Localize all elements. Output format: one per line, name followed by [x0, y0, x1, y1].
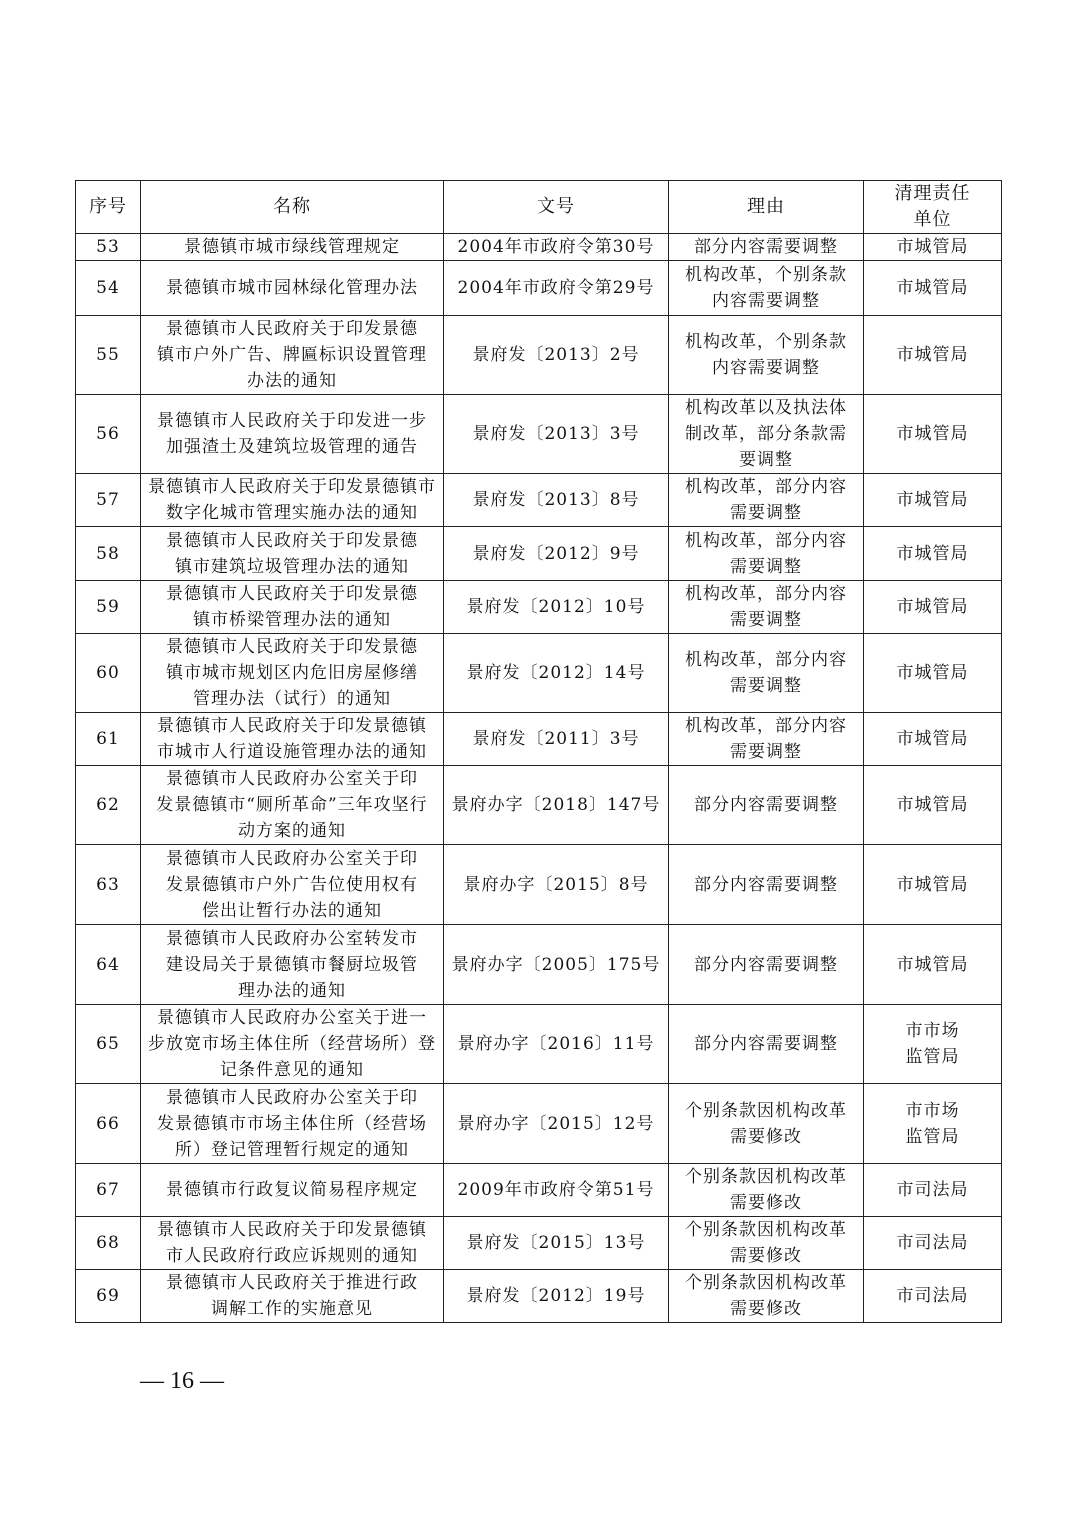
- cell-responsible-unit: 市市场 监管局: [864, 1084, 1002, 1164]
- cell-name: 景德镇市行政复议简易程序规定: [141, 1164, 444, 1217]
- cell-reason: 机构改革，部分内容 需要调整: [669, 581, 864, 634]
- cell-doc-number: 景府发〔2012〕10号: [444, 581, 669, 634]
- header-name: 名称: [141, 181, 444, 234]
- cell-responsible-unit: 市城管局: [864, 261, 1002, 316]
- cell-name: 景德镇市人民政府办公室转发市 建设局关于景德镇市餐厨垃圾管 理办法的通知: [141, 925, 444, 1005]
- cell-reason: 机构改革，部分内容 需要调整: [669, 713, 864, 766]
- cell-index: 66: [76, 1084, 141, 1164]
- cell-reason: 部分内容需要调整: [669, 1005, 864, 1084]
- cell-doc-number: 景府办字〔2015〕12号: [444, 1084, 669, 1164]
- cell-name: 景德镇市人民政府关于印发景德镇 市城市人行道设施管理办法的通知: [141, 713, 444, 766]
- table-row: [76, 1084, 1002, 1164]
- cell-doc-number: 景府发〔2015〕13号: [444, 1217, 669, 1270]
- cell-responsible-unit: 市城管局: [864, 234, 1002, 261]
- cell-doc-number: 2004年市政府令第30号: [444, 234, 669, 261]
- cell-reason: 机构改革，部分内容 需要调整: [669, 527, 864, 581]
- table-row: [76, 474, 1002, 527]
- page-number: — 16 —: [140, 1368, 224, 1394]
- cell-doc-number: 2009年市政府令第51号: [444, 1164, 669, 1217]
- table-row: [76, 527, 1002, 581]
- cell-name: 景德镇市城市园林绿化管理办法: [141, 261, 444, 316]
- cell-responsible-unit: 市城管局: [864, 766, 1002, 845]
- cell-name: 景德镇市人民政府关于印发景德 镇市户外广告、牌匾标识设置管理 办法的通知: [141, 316, 444, 395]
- table-row: [76, 1164, 1002, 1217]
- cell-doc-number: 景府发〔2011〕3号: [444, 713, 669, 766]
- cell-index: 54: [76, 261, 141, 316]
- cell-index: 61: [76, 713, 141, 766]
- table-row: [76, 634, 1002, 713]
- cell-index: 69: [76, 1270, 141, 1323]
- cell-reason: 机构改革以及执法体 制改革，部分条款需 要调整: [669, 395, 864, 474]
- cell-index: 67: [76, 1164, 141, 1217]
- table-row: [76, 261, 1002, 316]
- cell-responsible-unit: 市城管局: [864, 634, 1002, 713]
- cell-doc-number: 景府发〔2013〕2号: [444, 316, 669, 395]
- cell-name: 景德镇市人民政府关于印发景德 镇市城市规划区内危旧房屋修缮 管理办法（试行）的通知: [141, 634, 444, 713]
- cell-index: 53: [76, 234, 141, 261]
- cell-reason: 机构改革，部分内容 需要调整: [669, 474, 864, 527]
- cell-responsible-unit: 市司法局: [864, 1217, 1002, 1270]
- cell-doc-number: 景府发〔2013〕3号: [444, 395, 669, 474]
- cell-name: 景德镇市人民政府关于印发景德镇 市人民政府行政应诉规则的通知: [141, 1217, 444, 1270]
- cell-doc-number: 景府办字〔2015〕8号: [444, 845, 669, 925]
- table-row: [76, 234, 1002, 261]
- cell-index: 68: [76, 1217, 141, 1270]
- cell-index: 58: [76, 527, 141, 581]
- cell-doc-number: 景府发〔2012〕14号: [444, 634, 669, 713]
- cell-doc-number: 景府发〔2013〕8号: [444, 474, 669, 527]
- cell-reason: 部分内容需要调整: [669, 925, 864, 1005]
- cell-index: 64: [76, 925, 141, 1005]
- cell-reason: 个别条款因机构改革 需要修改: [669, 1084, 864, 1164]
- cell-doc-number: 景府发〔2012〕19号: [444, 1270, 669, 1323]
- cell-name: 景德镇市人民政府关于印发景德 镇市建筑垃圾管理办法的通知: [141, 527, 444, 581]
- cell-responsible-unit: 市城管局: [864, 713, 1002, 766]
- cell-name: 景德镇市城市绿线管理规定: [141, 234, 444, 261]
- cell-name: 景德镇市人民政府办公室关于印 发景德镇市户外广告位使用权有 偿出让暂行办法的通知: [141, 845, 444, 925]
- cell-responsible-unit: 市司法局: [864, 1270, 1002, 1323]
- cell-reason: 部分内容需要调整: [669, 234, 864, 261]
- cell-name: 景德镇市人民政府关于印发进一步 加强渣土及建筑垃圾管理的通告: [141, 395, 444, 474]
- cell-reason: 个别条款因机构改革 需要修改: [669, 1270, 864, 1323]
- cell-responsible-unit: 市城管局: [864, 527, 1002, 581]
- cell-name: 景德镇市人民政府关于推进行政 调解工作的实施意见: [141, 1270, 444, 1323]
- table-row: [76, 316, 1002, 395]
- header-reason: 理由: [669, 181, 864, 234]
- cell-name: 景德镇市人民政府办公室关于印 发景德镇市市场主体住所（经营场 所）登记管理暂行规定的通知: [141, 1084, 444, 1164]
- cell-reason: 部分内容需要调整: [669, 766, 864, 845]
- table-row: [76, 1217, 1002, 1270]
- cell-index: 55: [76, 316, 141, 395]
- table-row: [76, 766, 1002, 845]
- cell-index: 59: [76, 581, 141, 634]
- cell-index: 62: [76, 766, 141, 845]
- table-row: [76, 713, 1002, 766]
- cell-name: 景德镇市人民政府关于印发景德 镇市桥梁管理办法的通知: [141, 581, 444, 634]
- cell-index: 60: [76, 634, 141, 713]
- cell-responsible-unit: 市城管局: [864, 395, 1002, 474]
- table-row: [76, 925, 1002, 1005]
- table-row: [76, 845, 1002, 925]
- cell-responsible-unit: 市城管局: [864, 581, 1002, 634]
- cell-reason: 个别条款因机构改革 需要修改: [669, 1217, 864, 1270]
- cell-doc-number: 景府发〔2012〕9号: [444, 527, 669, 581]
- header-index: 序号: [76, 181, 141, 234]
- cell-name: 景德镇市人民政府关于印发景德镇市 数字化城市管理实施办法的通知: [141, 474, 444, 527]
- table-row: [76, 1270, 1002, 1323]
- cell-responsible-unit: 市司法局: [864, 1164, 1002, 1217]
- cell-doc-number: 景府办字〔2018〕147号: [444, 766, 669, 845]
- cell-reason: 机构改革，部分内容 需要调整: [669, 634, 864, 713]
- table-row: [76, 395, 1002, 474]
- cell-responsible-unit: 市城管局: [864, 316, 1002, 395]
- cell-responsible-unit: 市城管局: [864, 845, 1002, 925]
- table-row: [76, 1005, 1002, 1084]
- cell-index: 63: [76, 845, 141, 925]
- cell-reason: 部分内容需要调整: [669, 845, 864, 925]
- header-doc-number: 文号: [444, 181, 669, 234]
- cell-doc-number: 景府办字〔2005〕175号: [444, 925, 669, 1005]
- regulation-cleanup-table: [75, 180, 1002, 1323]
- header-row: [76, 181, 1002, 234]
- cell-index: 56: [76, 395, 141, 474]
- table-row: [76, 581, 1002, 634]
- cell-name: 景德镇市人民政府办公室关于进一 步放宽市场主体住所（经营场所）登 记条件意见的通知: [141, 1005, 444, 1084]
- cell-index: 57: [76, 474, 141, 527]
- cell-reason: 个别条款因机构改革 需要修改: [669, 1164, 864, 1217]
- cell-name: 景德镇市人民政府办公室关于印 发景德镇市“厕所革命”三年攻坚行 动方案的通知: [141, 766, 444, 845]
- header-responsible-unit: 清理责任 单位: [864, 181, 1002, 234]
- cell-responsible-unit: 市城管局: [864, 925, 1002, 1005]
- cell-reason: 机构改革，个别条款 内容需要调整: [669, 316, 864, 395]
- cell-responsible-unit: 市城管局: [864, 474, 1002, 527]
- cell-reason: 机构改革，个别条款 内容需要调整: [669, 261, 864, 316]
- cell-doc-number: 景府办字〔2016〕11号: [444, 1005, 669, 1084]
- cell-responsible-unit: 市市场 监管局: [864, 1005, 1002, 1084]
- cell-index: 65: [76, 1005, 141, 1084]
- cell-doc-number: 2004年市政府令第29号: [444, 261, 669, 316]
